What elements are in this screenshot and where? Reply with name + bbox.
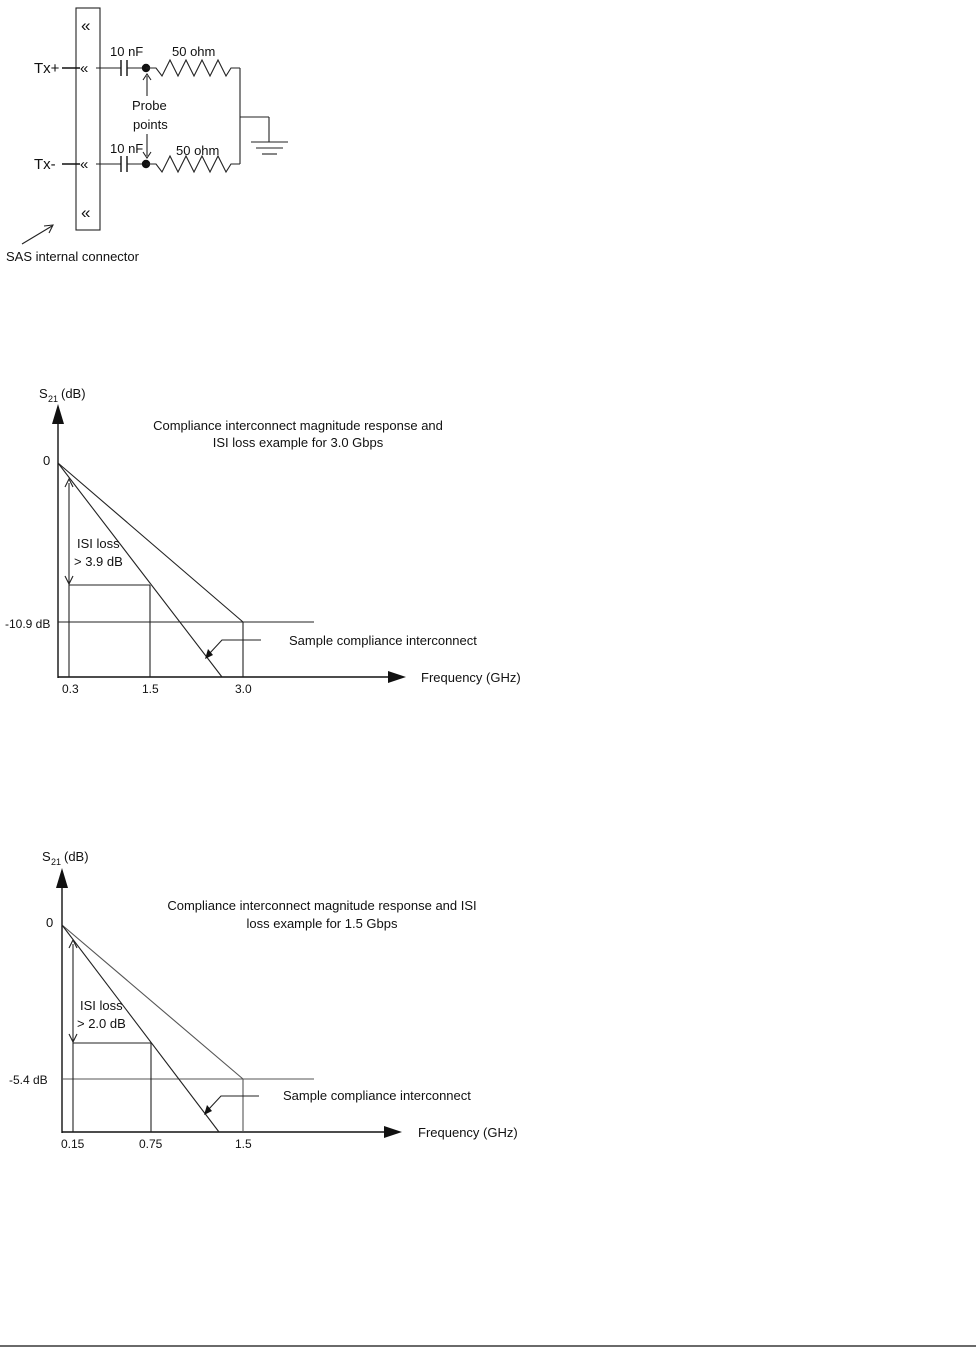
cap-bottom-label: 10 nF	[110, 141, 144, 156]
chart2-series-pointer	[208, 1096, 259, 1110]
chart1-title-line1: Compliance interconnect magnitude response and	[153, 418, 443, 433]
chart1-isi-label-line2: > 3.9 dB	[74, 554, 123, 569]
chart1-sample-interconnect-line	[58, 463, 222, 677]
chart1-ylabel-sub: 21	[48, 394, 59, 404]
chart2-xlabel: Frequency (GHz)	[418, 1125, 518, 1140]
cap-top-label: 10 nF	[110, 44, 144, 59]
chart1-y-limit-label: -10.9 dB	[5, 617, 51, 631]
chart2-isi-label-line2: > 2.0 dB	[77, 1016, 126, 1031]
tx-minus-chevron: «	[80, 156, 89, 173]
chart1-xtick-label-1: 1.5	[142, 682, 159, 696]
resistor-bottom	[146, 156, 240, 172]
chart2-ylabel-sub: 21	[51, 857, 62, 867]
chart-3gbps	[5, 386, 521, 696]
tx-minus-label: Tx-	[34, 156, 56, 173]
chart1-ylabel-main: S	[39, 386, 48, 401]
chart2-ylabel-main: S	[42, 849, 51, 864]
chart1-title-line2: ISI loss example for 3.0 Gbps	[212, 435, 384, 450]
probe-label-line1: Probe	[132, 98, 167, 113]
chart2-series-label: Sample compliance interconnect	[283, 1088, 471, 1103]
connector-chevron-bottom: «	[81, 203, 91, 222]
chart1-y-zero-label: 0	[43, 453, 51, 468]
chart1-ylabel-unit: (dB)	[61, 386, 86, 401]
chart1-xtick-label-0: 0.3	[62, 682, 79, 696]
chart2-xtick-label-0: 0.15	[61, 1137, 85, 1151]
sas-connector-body	[76, 8, 100, 230]
tx-plus-chevron: «	[80, 60, 89, 77]
chart2-y-limit-label: -5.4 dB	[9, 1073, 48, 1087]
connector-label: SAS internal connector	[6, 249, 139, 264]
chart2-isi-label-line1: ISI loss	[80, 998, 123, 1013]
chart2-ylabel-unit: (dB)	[64, 849, 89, 864]
res-top-label: 50 ohm	[172, 44, 216, 59]
resistor-top	[146, 60, 240, 76]
chart1-series-pointer	[209, 640, 261, 654]
chart1-xtick-label-2: 3.0	[235, 682, 252, 696]
chart2-y-axis-arrow	[56, 868, 68, 888]
chart2-xtick-label-1: 0.75	[139, 1137, 163, 1151]
chart1-x-axis-arrow	[388, 671, 406, 683]
chart2-title-line1: Compliance interconnect magnitude response and ISI	[167, 898, 477, 913]
connector-pointer-line	[22, 226, 52, 244]
chart1-series-label: Sample compliance interconnect	[289, 633, 477, 648]
circuit-diagram	[6, 8, 288, 264]
chart1-y-axis-arrow	[52, 404, 64, 424]
chart2-xtick-label-2: 1.5	[235, 1137, 252, 1151]
connector-chevron-top: «	[81, 16, 91, 35]
res-bottom-label: 50 ohm	[176, 143, 220, 158]
tx-plus-label: Tx+	[34, 60, 60, 77]
chart2-x-axis-arrow	[384, 1126, 402, 1138]
chart1-isi-label-line1: ISI loss	[77, 536, 120, 551]
chart-1-5gbps	[9, 849, 518, 1151]
chart2-title-line2: loss example for 1.5 Gbps	[246, 916, 398, 931]
probe-label-line2: points	[133, 117, 168, 132]
chart2-y-zero-label: 0	[46, 915, 54, 930]
chart1-xlabel: Frequency (GHz)	[421, 670, 521, 685]
